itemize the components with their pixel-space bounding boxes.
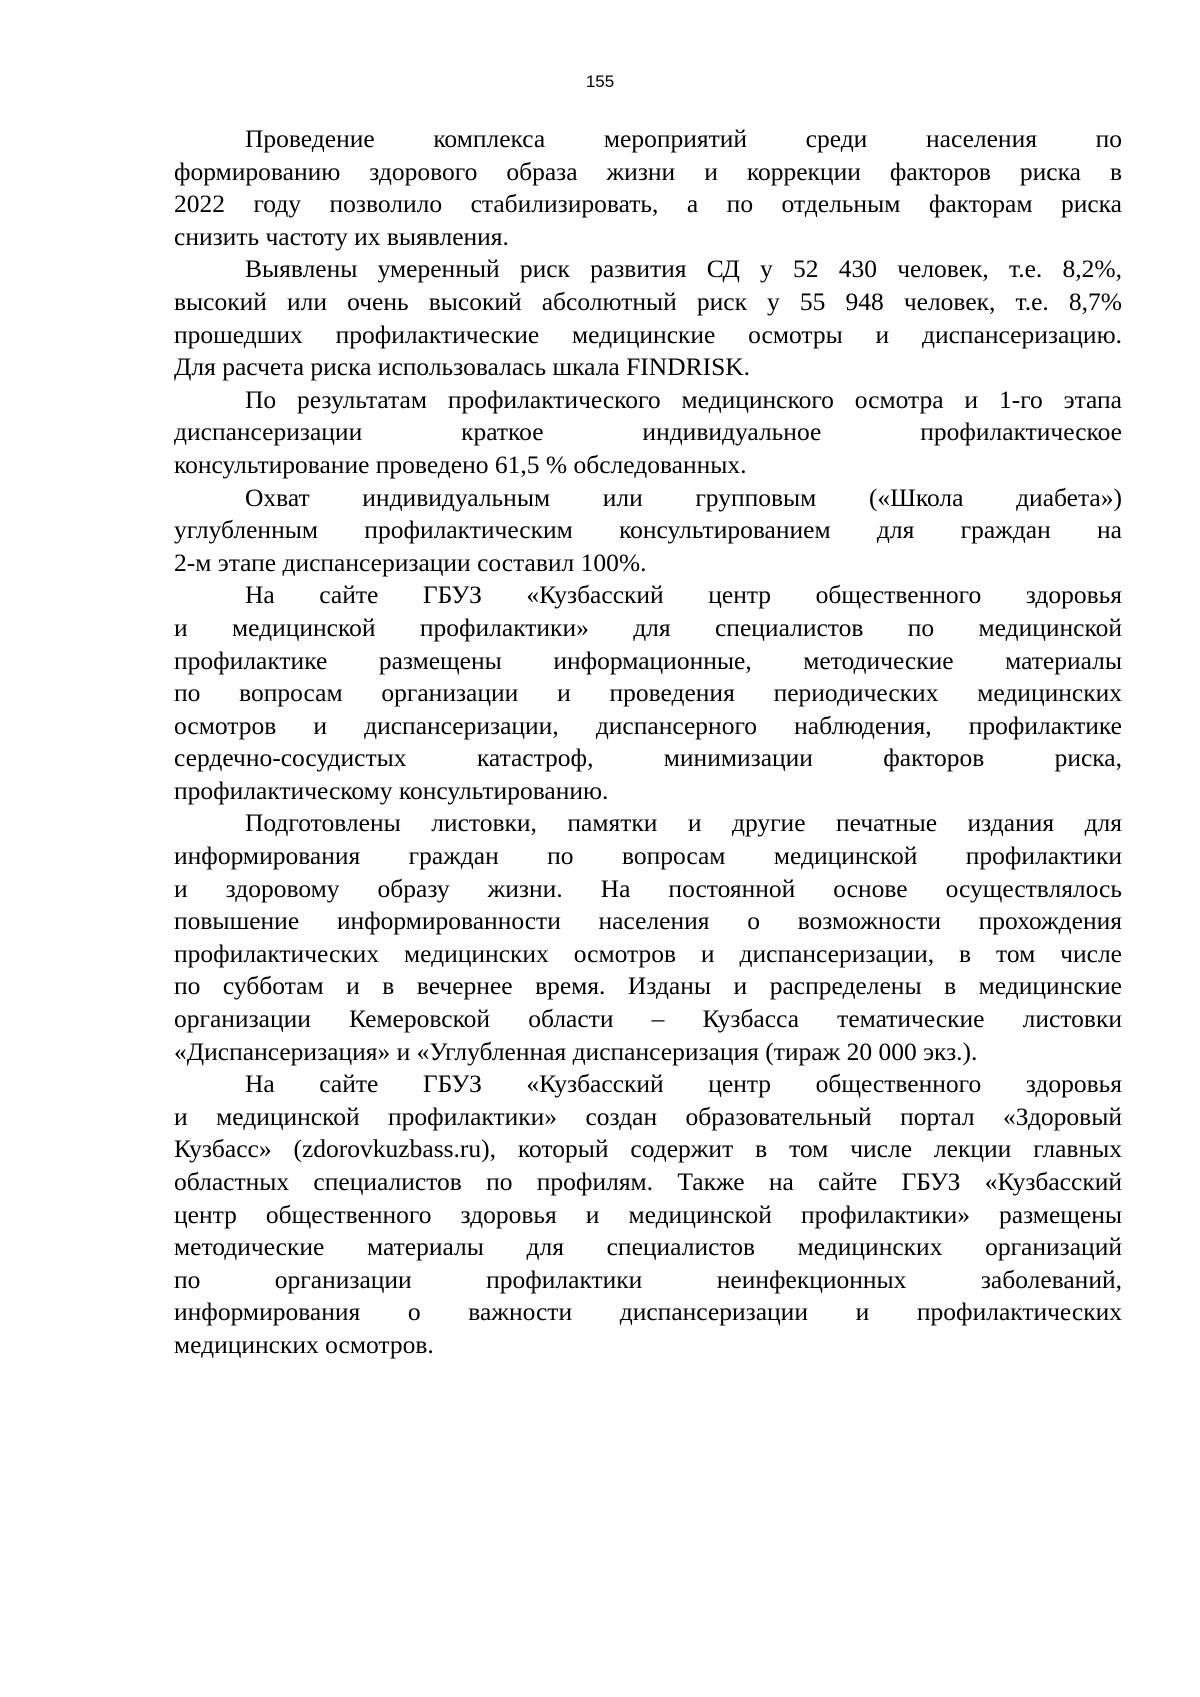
text-line: Для расчета риска использовалась шкала FINDRISK. — [174, 352, 751, 382]
text-line: консультирование проведено 61,5 % обследованных. — [174, 449, 747, 479]
text-line: методические материалы для специалистов медицинских организаций — [174, 1232, 1122, 1262]
text-line: профилактических медицинских осмотров и диспансеризации, в том числе — [174, 938, 1122, 968]
text-line: профилактике размещены информационные, методические материалы — [174, 645, 1122, 675]
page-number: 155 — [585, 72, 615, 91]
text-line: Подготовлены листовки, памятки и другие печатные издания для — [245, 808, 1122, 838]
text-line: Охват индивидуальным или групповым («Школа диабета») — [245, 482, 1122, 512]
text-line: 2-м этапе диспансеризации составил 100%. — [174, 547, 647, 577]
document-body — [174, 123, 1122, 1362]
text-line: по субботам и в вечернее время. Изданы и распределены в медицинские — [174, 971, 1122, 1001]
paragraph — [174, 482, 1122, 580]
text-line: организации Кемеровской области – Кузбасса тематические листовки — [174, 1004, 1122, 1034]
text-line: по вопросам организации и проведения периодических медицинских — [174, 678, 1122, 708]
text-line: профилактическому консультированию. — [174, 775, 609, 805]
paragraph — [174, 253, 1122, 383]
text-line: Выявлены умеренный риск развития СД у 52 430 человек, т.е. 8,2%, — [245, 254, 1122, 284]
text-line: повышение информированности населения о возможности прохождения — [174, 906, 1122, 936]
text-line: 2022 году позволило стабилизировать, а по отдельным факторам риска — [174, 189, 1122, 219]
text-line: формированию здорового образа жизни и коррекции факторов риска в — [174, 156, 1122, 186]
text-line: углубленным профилактическим консультированием для граждан на — [174, 515, 1122, 545]
text-line: медицинских осмотров. — [174, 1329, 434, 1359]
text-line: Кузбасс» (zdorovkuzbass.ru), который содержит в том числе лекции главных — [174, 1134, 1122, 1164]
text-line: областных специалистов по профилям. Также на сайте ГБУЗ «Кузбасский — [174, 1167, 1122, 1196]
text-line: информирования о важности диспансеризации и профилактических — [174, 1297, 1122, 1327]
text-line: и медицинской профилактики» для специалистов по медицинской — [174, 612, 1122, 642]
text-line: по организации профилактики неинфекционных заболеваний, — [174, 1264, 1122, 1294]
paragraph — [174, 384, 1122, 482]
text-line: диспансеризации краткое индивидуальное профилактическое — [174, 417, 1122, 447]
text-line: По результатам профилактического медицинского осмотра и 1-го этапа — [245, 384, 1122, 414]
text-line: и здоровому образу жизни. На постоянной основе осуществлялось — [174, 873, 1122, 903]
paragraph — [174, 807, 1122, 1068]
text-line: На сайте ГБУЗ «Кузбасский центр общественного здоровья — [245, 1069, 1122, 1099]
text-line: снизить частоту их выявления. — [174, 221, 509, 251]
text-line: осмотров и диспансеризации, диспансерного наблюдения, профилактике — [174, 710, 1122, 740]
text-line: «Диспансеризация» и «Углубленная диспансеризация (тираж 20 000 экз.). — [174, 1036, 978, 1066]
text-line: информирования граждан по вопросам медицинской профилактики — [174, 841, 1122, 871]
text-line: и медицинской профилактики» создан образовательный портал «Здоровый — [174, 1101, 1122, 1131]
paragraph — [174, 579, 1122, 807]
text-line: На сайте ГБУЗ «Кузбасский центр общественного здоровья — [245, 580, 1122, 610]
text-line: Проведение комплекса мероприятий среди населения по — [245, 124, 1122, 153]
text-line: центр общественного здоровья и медицинской профилактики» размещены — [174, 1199, 1122, 1229]
paragraph — [174, 1068, 1122, 1361]
text-line: высокий или очень высокий абсолютный риск у 55 948 человек, т.е. 8,7% — [174, 286, 1122, 316]
paragraph — [174, 123, 1122, 253]
text-line: сердечно-сосудистых катастроф, минимизации факторов риска, — [174, 743, 1122, 773]
text-line: прошедших профилактические медицинские осмотры и диспансеризацию. — [174, 319, 1122, 349]
